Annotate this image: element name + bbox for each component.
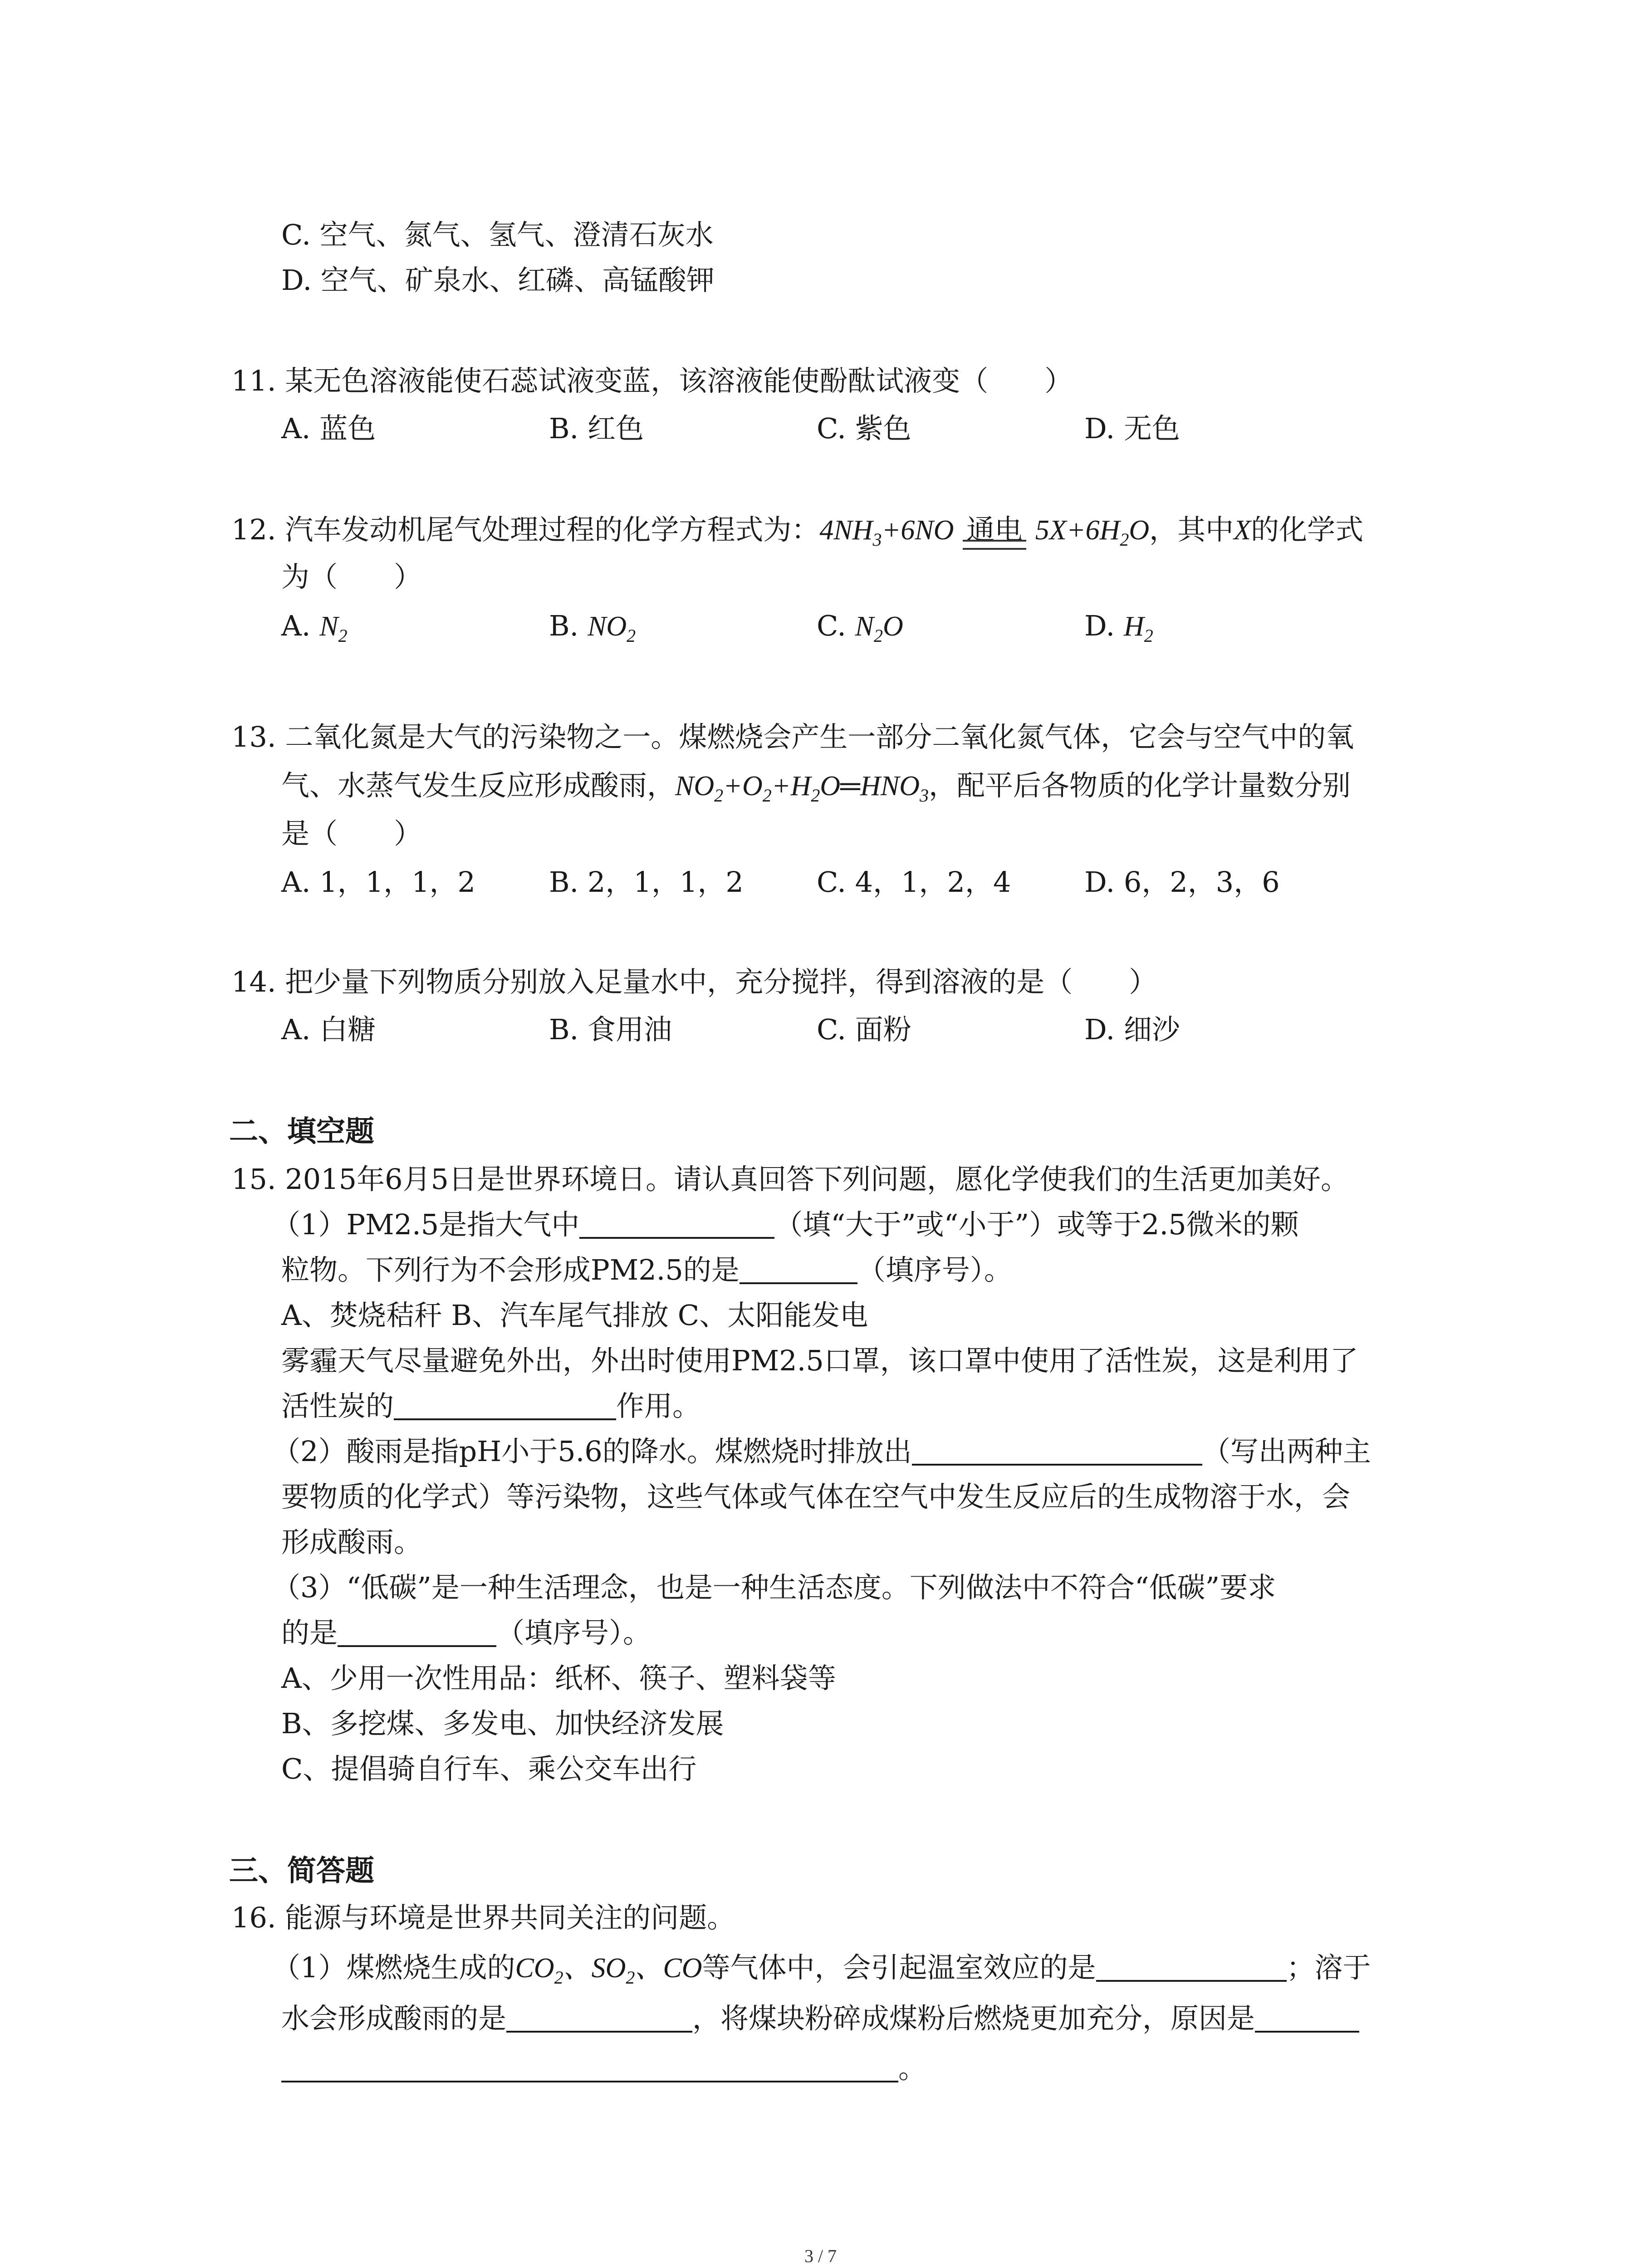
q14-stem: 14. 把少量下列物质分别放入足量水中，充分搅拌，得到溶液的是（ ）: [231, 965, 1157, 998]
q11-option-d: D. 无色: [1084, 412, 1180, 445]
q14-option-c: C. 面粉: [817, 1013, 911, 1046]
q15-blank-5[interactable]: [338, 1618, 496, 1647]
q15-line9: 形成酸雨。: [281, 1525, 422, 1559]
q15-line6: 活性炭的 作用。: [281, 1389, 701, 1422]
q16-blank-2[interactable]: [506, 2004, 692, 2033]
q13-option-b: B. 2，1，1，2: [549, 865, 744, 899]
q12-option-a: A. $N_2$: [281, 609, 348, 646]
q13-equation: $NO_2+O_2+H_2O═HNO_3$: [675, 771, 929, 806]
q14-option-b: B. 食用油: [549, 1013, 672, 1046]
q15-blank-1[interactable]: [579, 1210, 774, 1239]
q13-option-a: A. 1，1，1，2: [281, 865, 475, 899]
q15-option-c: C、提倡骑自行车、乘公交车出行: [281, 1752, 697, 1785]
q16-gases: $CO_2$、$SO_2$、CO: [515, 1953, 702, 1988]
q11-option-c: C. 紫色: [817, 412, 911, 445]
section-short-answer-heading: 三、简答题: [229, 1854, 374, 1888]
q12-intro: 汽车发动机尾气处理过程的化学方程式为：: [285, 513, 820, 546]
page-number: 3 / 7: [804, 2246, 837, 2266]
q15-blank-3[interactable]: [394, 1391, 616, 1420]
q15-line2: （1）PM2.5是指大气中 （填“大于”或“小于”）或等于2.5微米的颗: [272, 1208, 1299, 1241]
section-fill-in-heading: 二、填空题: [229, 1114, 374, 1149]
q10-option-c: C. 空气、氮气、氢气、澄清石灰水: [281, 218, 714, 251]
q16-line1: 16. 能源与环境是世界共同关注的问题。: [231, 1901, 735, 1934]
q12-number: 12.: [231, 513, 276, 546]
q12-stem-line2: 为（ ）: [281, 560, 422, 593]
q16-line2: （1）煤燃烧生成的$CO_2$、$SO_2$、CO等气体中，会引起温室效应的是 ；溶于: [272, 1951, 1371, 1988]
q12-stem-line1: [231, 512, 1363, 548]
q15-line10: （3）“低碳”是一种生活理念，也是一种生活态度。下列做法中不符合“低碳”要求: [272, 1571, 1276, 1604]
q13-option-d: D. 6，2，3，6: [1084, 865, 1280, 899]
q11-option-a: A. 蓝色: [281, 412, 376, 445]
q13-option-c: C. 4，1，2，4: [817, 865, 1011, 899]
q16-blank-3-start[interactable]: [1255, 2004, 1359, 2033]
q10-option-d: D. 空气、矿泉水、红磷、高锰酸钾: [281, 264, 715, 297]
q15-line1: 15. 2015年6月5日是世界环境日。请认真回答下列问题，愿化学使我们的生活更加美好。: [231, 1163, 1349, 1196]
q12-equation-left: $4NH_3+6NO$: [819, 515, 954, 550]
q12-option-c: C. $N_2O$: [817, 609, 903, 646]
q12-reaction-condition: 通电: [963, 512, 1026, 548]
q15-line4: A、焚烧秸秆 B、汽车尾气排放 C、太阳能发电: [281, 1299, 868, 1332]
q14-option-d: D. 细沙: [1084, 1013, 1180, 1046]
q11-option-b: B. 红色: [549, 412, 644, 445]
q12-equation-right: $5X+6H_2O$: [1035, 515, 1150, 550]
q16-line4: 。: [281, 2050, 926, 2087]
q12-option-d: D. $H_2$: [1084, 609, 1153, 646]
q16-line3: 水会形成酸雨的是 ，将煤块粉碎成煤粉后燃烧更加充分，原因是: [281, 2000, 1359, 2037]
q15-line11: 的是 （填序号）。: [281, 1616, 652, 1649]
q15-blank-4[interactable]: [912, 1437, 1202, 1466]
q15-blank-2[interactable]: [740, 1255, 857, 1284]
q15-option-a: A、少用一次性用品：纸杯、筷子、塑料袋等: [281, 1662, 836, 1695]
q15-option-b: B、多挖煤、多发电、加快经济发展: [281, 1707, 724, 1740]
q15-line3: 粒物。下列行为不会形成PM2.5的是 （填序号）。: [281, 1253, 1012, 1286]
q13-stem-line2: 气、水蒸气发生反应形成酸雨，$NO_2+O_2+H_2O═HNO_3$，配平后各物质的化学计量数分别: [281, 769, 1351, 806]
q15-line7: （2）酸雨是指pH小于5.6的降水。煤燃烧时排放出 （写出两种主: [272, 1435, 1371, 1468]
q13-stem-line1: 13. 二氧化氮是大气的污染物之一。煤燃烧会产生一部分二氧化氮气体，它会与空气中的氧: [231, 720, 1354, 753]
q16-blank-1[interactable]: [1096, 1953, 1287, 1982]
q15-line8: 要物质的化学式）等污染物，这些气体或气体在空气中发生反应后的生成物溶于水，会: [281, 1480, 1351, 1513]
q12-option-b: B. $NO_2$: [549, 609, 636, 646]
q12-intro-tail: ，其中X的化学式: [1149, 513, 1364, 546]
q16-blank-3-cont[interactable]: [281, 2053, 898, 2082]
q13-stem-line3: 是（ ）: [281, 817, 422, 850]
q11-stem: 11. 某无色溶液能使石蕊试液变蓝，该溶液能使酚酞试液变（ ）: [231, 364, 1073, 397]
q14-option-a: A. 白糖: [281, 1013, 376, 1046]
q15-line5: 雾霾天气尽量避免外出，外出时使用PM2.5口罩，该口罩中使用了活性炭，这是利用了: [281, 1344, 1358, 1377]
